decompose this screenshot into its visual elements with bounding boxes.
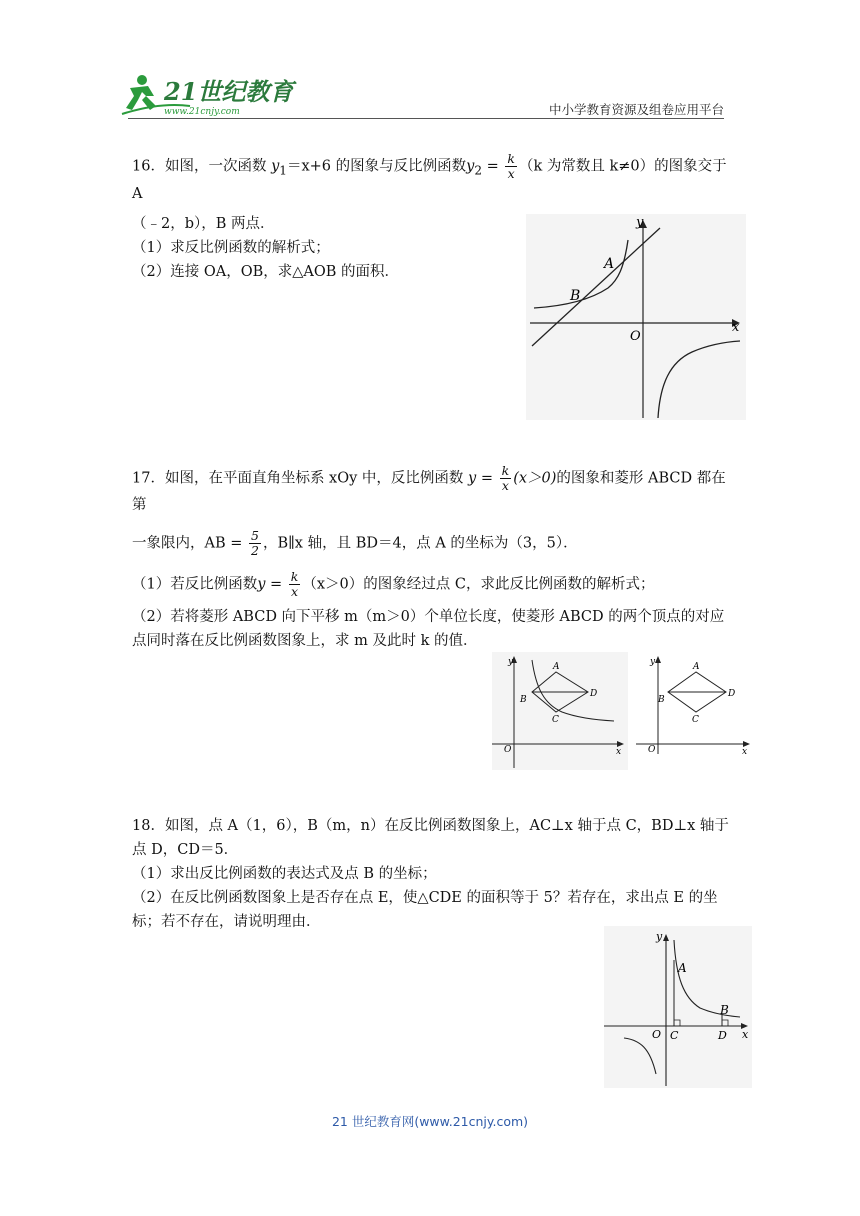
q18-part1: （1）求出反比例函数的表达式及点 B 的坐标； — [132, 866, 437, 882]
q16-point-b-label: B — [570, 288, 581, 304]
svg-text:D: D — [718, 1029, 727, 1042]
fraction-k-over-x: $\frac{k}{x}$ — [507, 151, 515, 181]
q17-line2: 一象限内，AB = $\frac{5}{2}$ ，B∥x 轴，且 BD＝4，点 A 的坐标为（3，5）． — [132, 528, 578, 558]
q17-part1: （1）若反比例函数y = $\frac{k}{x}$ （x＞0）的图象经过点 C，求此反比例函数的解析式； — [132, 569, 655, 599]
svg-text:A: A — [678, 961, 687, 975]
svg-text:y: y — [508, 657, 514, 667]
q16-part1: （1）求反比例函数的解析式； — [132, 240, 330, 257]
q18-figure — [604, 926, 752, 1088]
svg-text:C: C — [692, 715, 699, 725]
q17-figure-left — [492, 652, 628, 770]
svg-text:B: B — [520, 695, 527, 705]
svg-text:y: y — [656, 930, 663, 943]
svg-text:A: A — [693, 662, 700, 672]
q16-line2: （﹣2，b），B 两点． — [132, 216, 275, 233]
svg-text:O: O — [504, 745, 512, 755]
q16-x-label: x — [732, 320, 740, 335]
svg-text:O: O — [648, 745, 656, 755]
svg-text:D: D — [590, 689, 598, 699]
svg-text:C: C — [552, 715, 559, 725]
svg-text:x: x — [742, 1028, 749, 1041]
svg-text:O: O — [652, 1028, 662, 1041]
q16-origin-label: O — [630, 329, 641, 344]
svg-text:x: x — [616, 747, 622, 757]
q16-part2: （2）连接 OA，OB，求△AOB 的面积． — [132, 264, 400, 281]
svg-text:B: B — [658, 695, 665, 705]
header-divider — [128, 118, 724, 119]
site-logo — [120, 66, 300, 122]
logo-url: www.21cnjy.com — [164, 107, 240, 117]
svg-text:C: C — [670, 1029, 679, 1042]
q16-figure — [526, 214, 746, 420]
q18-part2: （2）在反比例函数图象上是否存在点 E，使△CDE 的面积等于 5？若存在，求出点 E 的坐标；若不存在，请说明理由． — [132, 890, 718, 930]
q17-line1: 17．如图，在平面直角坐标系 xOy 中，反比例函数 y = $\frac{k}{x}$ (x＞0)的图象和菱形 ABCD 都在第 — [132, 463, 726, 513]
page-footer: 21 世纪教育网(www.21cnjy.com) — [331, 1114, 529, 1129]
q16-point-a-label: A — [604, 256, 615, 272]
q17-figure-right — [636, 652, 754, 756]
q18-stem: 18．如图，点 A（1，6），B（m，n）在反比例函数图象上，AC⊥x 轴于点 C，BD⊥x 轴于点 D，CD＝5． — [132, 818, 729, 858]
question-18 — [132, 814, 732, 934]
question-17 — [132, 464, 732, 653]
svg-text:B: B — [720, 1003, 729, 1017]
q16-line1: 16．如图，一次函数 $y_1=x+6$ 的图象与反比例函数$y_2$ = $\frac{k}{x}$ （k 为常数且 k≠0）的图象交于 A — [132, 151, 727, 203]
svg-text:A: A — [553, 662, 560, 672]
q16-y-label: y — [636, 215, 644, 230]
svg-text:D: D — [728, 689, 736, 699]
svg-text:y: y — [650, 657, 656, 667]
svg-text:x: x — [742, 747, 748, 756]
q17-part2: （2）若将菱形 ABCD 向下平移 m（m＞0）个单位长度，使菱形 ABCD 的两个顶点的对应点同时落在反比例函数图象上，求 m 及此时 k 的值． — [132, 609, 725, 649]
logo-text: 21世纪教育 — [164, 77, 294, 106]
site-label: 中小学教育资源及组卷应用平台 — [548, 102, 724, 117]
